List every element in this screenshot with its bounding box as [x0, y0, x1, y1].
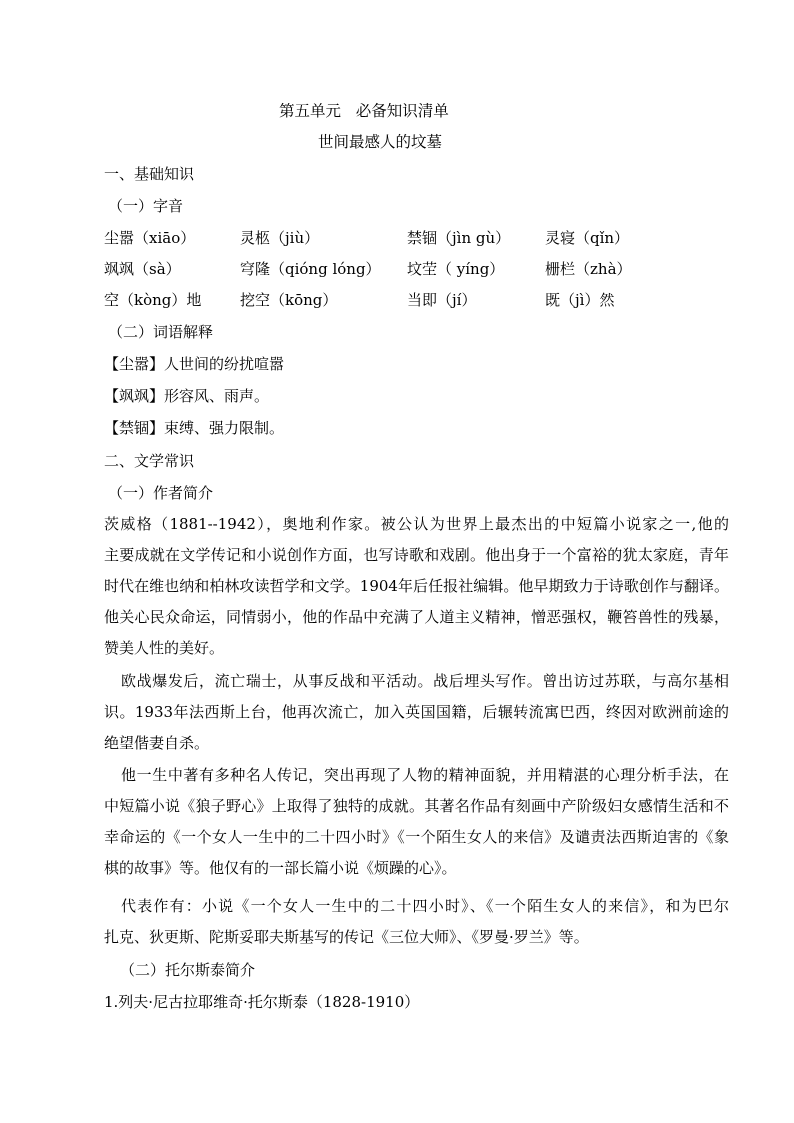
pron-r1-c3: 禁锢（jìn gù）: [407, 229, 511, 247]
pron-r1-c1: 尘嚣（xiāo）: [104, 229, 196, 247]
pron-r3-c4: 既（jì）然: [545, 291, 615, 309]
pron-r3-c2: 挖空（kōng）: [240, 291, 338, 309]
pron-r3-c3: 当即（jí）: [407, 291, 477, 309]
section1-sub1: （一）字音: [108, 197, 184, 215]
author-paragraph-2: [104, 666, 729, 759]
definition-item: 【尘嚣】人世间的纷扰喧嚣: [104, 355, 285, 373]
page-subtitle: 世间最感人的坟墓: [318, 133, 443, 151]
para-line: 代表作有：小说《一个女人一生中的二十四小时》、《一个陌生女人的来信》，和为巴尔: [121, 897, 729, 915]
para-line: 茨威格（1881--1942），奥地利作家。被公认为世界上最杰出的中短篇小说家之一,他的: [104, 515, 729, 533]
definition-item: 【禁锢】束缚、强力限制。: [104, 419, 285, 437]
pron-r1-c2: 灵柩（jiù）: [240, 229, 320, 247]
definition-item: 【飒飒】形容风、雨声。: [104, 387, 270, 405]
pron-r3-c1: 空（kòng）地: [104, 291, 202, 309]
author-paragraph-1: [104, 509, 729, 664]
section2-sub2: （二）托尔斯泰简介: [120, 961, 256, 979]
page-title: 第五单元 必备知识清单: [279, 102, 449, 120]
para-line: 扎克、狄更斯、陀斯妥耶夫斯基写的传记《三位大师》、《罗曼·罗兰》等。: [104, 928, 589, 946]
para-line: 他关心民众命运，同情弱小，他的作品中充满了人道主义精神，憎恶强权，鞭笞兽性的残暴，: [104, 608, 729, 626]
pron-r2-c4: 栅栏（zhà）: [545, 260, 632, 278]
author-paragraph-3: [104, 760, 729, 884]
section2-sub1: （一）作者简介: [108, 484, 214, 502]
para-line: 绝望偕妻自杀。: [104, 734, 210, 752]
para-line: 主要成就在文学传记和小说创作方面，也写诗歌和戏剧。他出身于一个富裕的犹太家庭，青年: [104, 546, 729, 564]
author-paragraph-4: [104, 891, 729, 953]
pron-r2-c2: 穹隆（qióng lóng）: [240, 260, 381, 278]
pron-r1-c4: 灵寝（qǐn）: [545, 229, 630, 247]
section1-sub2: （二）词语解释: [108, 323, 214, 341]
para-line: 识。1933年法西斯上台，他再次流亡，加入英国国籍，后辗转流寓巴西，终因对欧洲前途的: [104, 703, 729, 721]
section2-heading: 二、文学常识: [104, 452, 195, 470]
pron-r2-c3: 坟茔（ yíng）: [407, 260, 505, 278]
para-line: 中短篇小说《狼子野心》上取得了独特的成就。其著名作品有刻画中产阶级妇女感情生活和不: [104, 797, 729, 815]
para-line: 幸命运的《一个女人一生中的二十四小时》《一个陌生女人的来信》及谴责法西斯迫害的《象: [104, 828, 729, 846]
tolstoy-item-1: 1.列夫·尼古拉耶维奇·托尔斯泰（1828-1910）: [104, 993, 420, 1011]
para-line: 欧战爆发后，流亡瑞士，从事反战和平活动。战后埋头写作。曾出访过苏联，与高尔基相: [121, 672, 729, 690]
pron-r2-c1: 飒飒（sà）: [104, 260, 181, 278]
para-line: 赞美人性的美好。: [104, 639, 225, 657]
para-line: 时代在维也纳和柏林攻读哲学和文学。1904年后任报社编辑。他早期致力于诗歌创作与翻译。: [104, 577, 729, 595]
section1-heading: 一、基础知识: [104, 165, 195, 183]
para-line: 棋的故事》等。他仅有的一部长篇小说《烦躁的心》。: [104, 859, 457, 877]
para-line: 他一生中著有多种名人传记，突出再现了人物的精神面貌，并用精湛的心理分析手法，在: [121, 766, 729, 784]
